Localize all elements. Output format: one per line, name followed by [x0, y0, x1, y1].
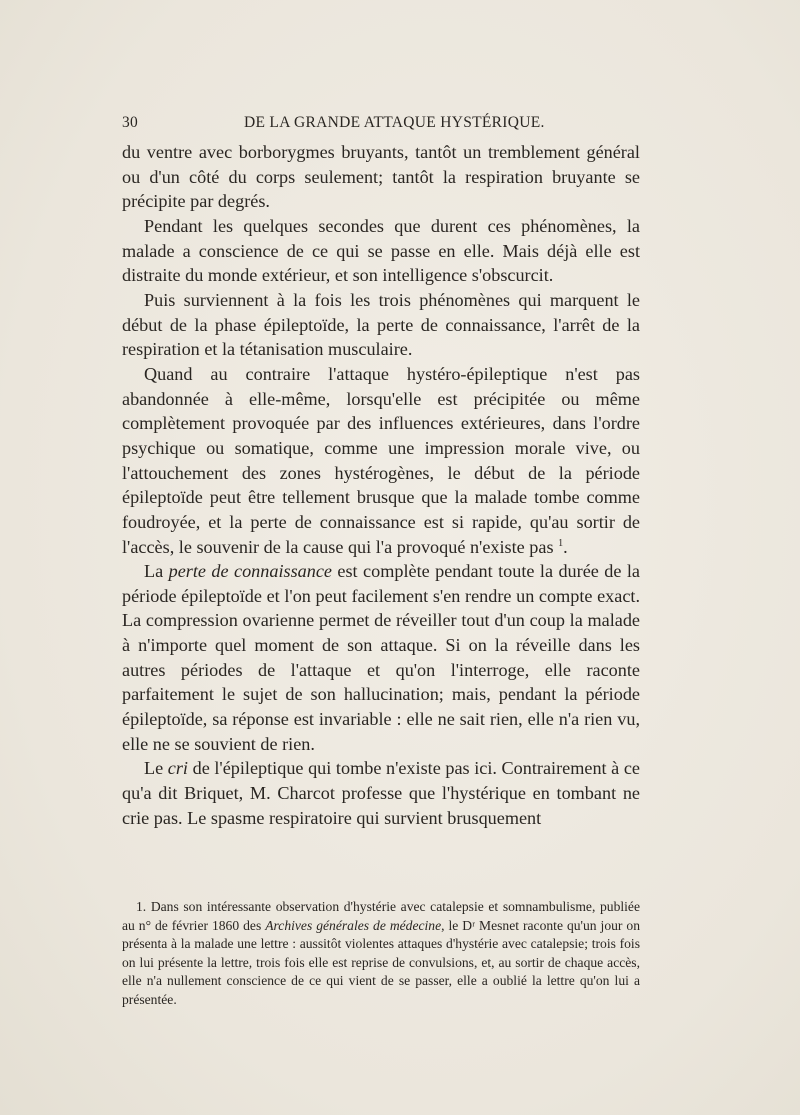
paragraph-3: Puis surviennent à la fois les trois phénomènes qui marquent le début de la phase épileptoïde, la perte de connaissance, l'arrêt de la respiration et la tétanisation musculaire.	[122, 289, 640, 360]
footnote-1-emphasis: Archives générales de médecine	[265, 917, 442, 933]
main-text	[122, 140, 640, 830]
footnote-reference: 1	[558, 537, 564, 549]
paragraph-5-rest: est complète pendant toute la durée de la période épileptoïde et l'on peut facilement s'en rendre un compte exact. La compression ovarienne permet de réveiller tout d'un coup la malade à n'importe quel moment de son attaque. Si on la réveille dans les autres périodes de l'attaque et qu'on l'interroge, elle raconte parfaitement le sujet de son hallucination; mais, pendant la période épileptoïde, sa réponse est invariable : elle ne sait rien, elle n'a rien vu, elle ne se souvient de rien.	[122, 561, 640, 754]
footnote-1	[122, 898, 640, 1010]
paragraph-5-emphasis: perte de connaissance	[168, 561, 332, 582]
paragraph-4	[122, 362, 640, 559]
footnote-1-rest: , le Dʳ Mesnet raconte qu'un jour on présenta à la malade une lettre : aussitôt violentes attaques d'hystérie avec catalepsie; trois fois on lui présente la lettre, trois fois elle est reprise de convulsions, et, au sortir de chaque accès, elle n'a nullement conscience de ce qui vient de se passer, elle a oublié la lettre qu'on lui a présentée.	[122, 917, 640, 1007]
paragraph-6-start: Le	[144, 758, 168, 779]
footnotes	[122, 898, 640, 1010]
paragraph-6-emphasis: cri	[167, 758, 188, 779]
paragraph-2: Pendant les quelques secondes que durent ces phénomènes, la malade a conscience de ce qui se passe en elle. Mais déjà elle est distraite du monde extérieur, et son intelligence s'obscurcit.	[122, 215, 640, 286]
paragraph-5	[122, 559, 640, 756]
footnote-1-start: 1. Dans son intéressante observation d'hystérie avec catalepsie et somnambulisme, publiée au n° de février 1860 des	[122, 899, 640, 933]
paragraph-6-rest: de l'épileptique qui tombe n'existe pas ici. Contrairement à ce qu'a dit Briquet, M. Charcot professe que l'hystérique en tombant ne crie pas. Le spasme respiratoire qui survient brusquement	[122, 758, 640, 828]
paragraph-5-start: La	[144, 561, 169, 582]
paragraph-4-text: Quand au contraire l'attaque hystéro-épileptique n'est pas abandonnée à elle-même, lorsqu'elle est précipitée ou même complètement provoquée par des influences extérieures, dans l'ordre psychique ou somatique, comme une impression morale vive, ou l'attouchement des zones hystérogènes, le début de la période épileptoïde peut être tellement brusque que la malade tombe comme foudroyée, et la perte de connaissance est si rapide, qu'au sortir de l'accès, le souvenir de la cause qui l'a provoqué n'existe pas	[122, 363, 640, 557]
running-title: DE LA GRANDE ATTAQUE HYSTÉRIQUE.	[244, 114, 545, 131]
paragraph-6	[122, 756, 640, 830]
paragraph-4-end: .	[563, 536, 568, 557]
paragraph-1: du ventre avec borborygmes bruyants, tantôt un tremblement général ou d'un côté du corps seulement; tantôt la respiration bruyante se précipite par degrés.	[122, 142, 640, 212]
running-head	[122, 114, 640, 136]
page-number: 30	[122, 114, 139, 131]
